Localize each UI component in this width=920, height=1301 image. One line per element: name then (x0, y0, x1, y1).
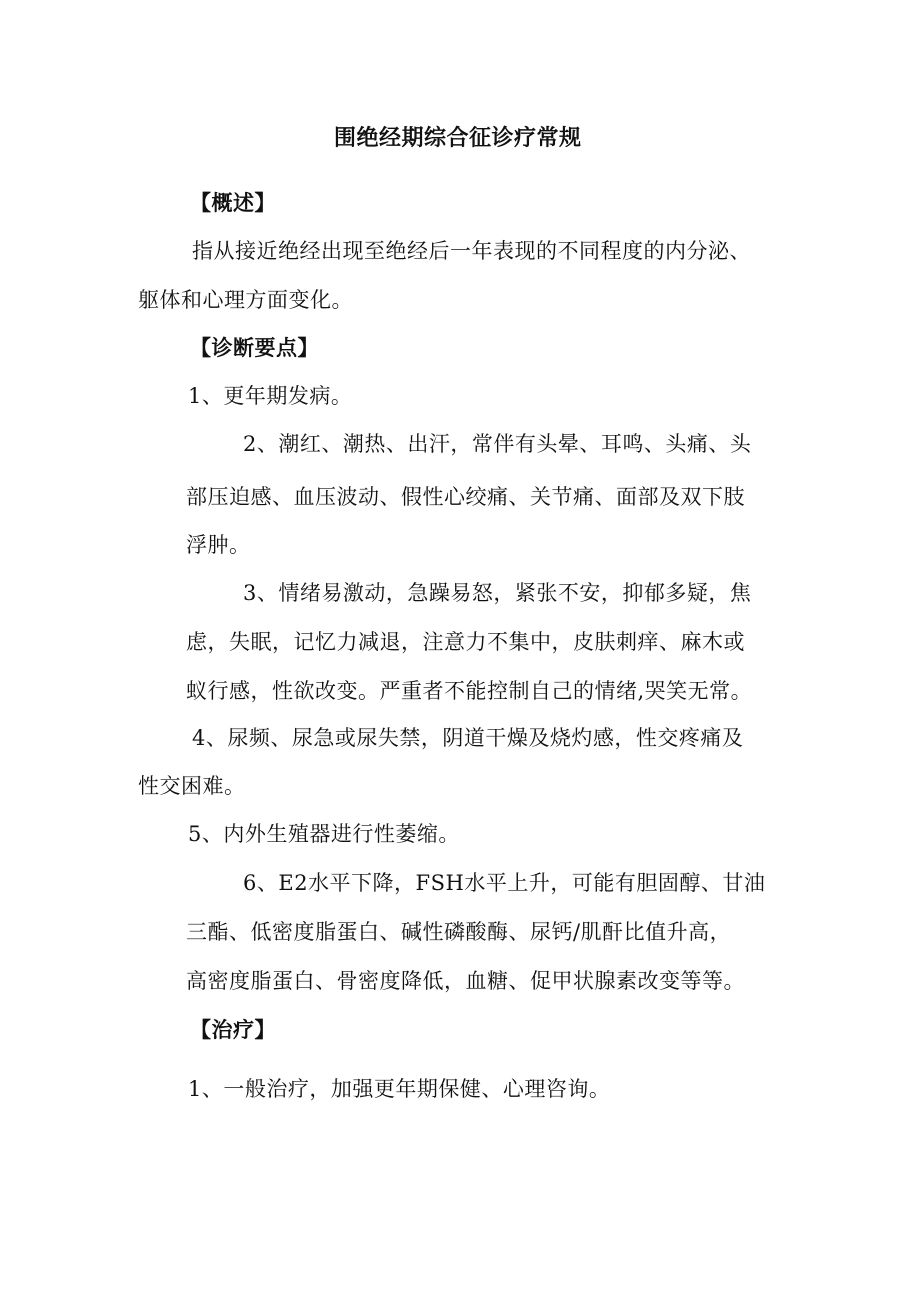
diagnosis-item-2-line-2: 部压迫感、血压波动、假性心绞痛、关节痛、面部及双下肢 (186, 485, 745, 509)
diagnosis-item-3-line-2: 虑，失眠，记忆力减退，注意力不集中，皮肤刺痒、麻木或 (186, 630, 745, 654)
diagnosis-item-2-line-1: 2、潮红、潮热、出汗，常伴有头晕、耳鸣、头痛、头 (243, 432, 752, 456)
diagnosis-item-1-line-1: 1、更年期发病。 (188, 384, 353, 408)
diagnosis-item-3-line-3: 蚁行感，性欲改变。严重者不能控制自己的情绪,哭笑无常。 (186, 679, 753, 703)
overview-line-1: 指从接近绝经出现至绝经后一年表现的不同程度的内分泌、 (192, 239, 751, 263)
diagnosis-item-4-line-1: 4、尿频、尿急或尿失禁，阴道干燥及烧灼感，性交疼痛及 (192, 726, 744, 750)
treatment-item-1-line-1: 1、一般治疗，加强更年期保健、心理咨询。 (188, 1077, 611, 1101)
diagnosis-item-4-line-2: 性交困难。 (138, 774, 246, 798)
document-title: 围绝经期综合征诊疗常规 (334, 126, 582, 151)
diagnosis-item-2-line-3: 浮肿。 (186, 533, 251, 557)
diagnosis-item-6-line-3: 高密度脂蛋白、骨密度降低，血糖、促甲状腺素改变等等。 (186, 969, 745, 993)
diagnosis-item-3-line-1: 3、情绪易激动，急躁易怒，紧张不安，抑郁多疑，焦 (243, 581, 752, 605)
section-heading-diagnosis: 【诊断要点】 (190, 336, 319, 360)
diagnosis-item-6-line-2: 三酯、低密度脂蛋白、碱性磷酸酶、尿钙/肌酐比值升高， (186, 920, 732, 944)
overview-line-2: 躯体和心理方面变化。 (138, 288, 353, 312)
section-heading-treatment: 【治疗】 (190, 1018, 276, 1042)
diagnosis-item-5-line-1: 5、内外生殖器进行性萎缩。 (188, 822, 460, 846)
section-heading-overview: 【概述】 (190, 191, 276, 215)
diagnosis-item-6-line-1: 6、E2水平下降，FSH水平上升，可能有胆固醇、甘油 (243, 871, 766, 895)
